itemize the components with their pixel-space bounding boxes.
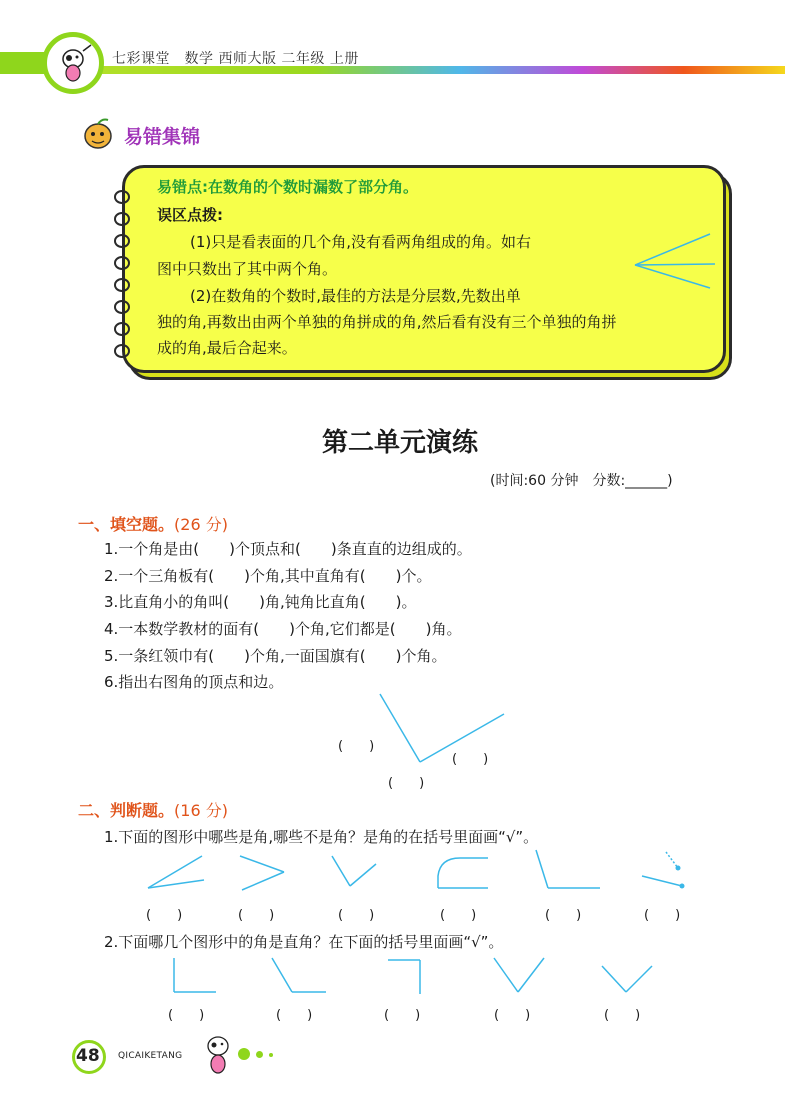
footer-dot-small: [269, 1053, 273, 1057]
shape-angle-1: [146, 852, 206, 892]
right-angle-shape-1: [170, 956, 220, 996]
angle-shape-4: [492, 956, 552, 996]
judge-blank-2[interactable]: ( ): [238, 908, 275, 923]
right-angle-shape-3: [386, 956, 426, 996]
shape-angle-dots: [640, 848, 690, 892]
fill-question-5: 5.一条红领巾有( )个角,一面国旗有( )个角。: [104, 647, 447, 665]
judge-blank-6[interactable]: ( ): [644, 908, 681, 923]
section-title: 易错集锦: [124, 126, 201, 148]
judge-question-1: 1.下面的图形中哪些是角,哪些不是角？是角的在括号里面画“√”。: [104, 828, 539, 846]
error-point: [157, 178, 418, 196]
tip1-line2: 图中只数出了其中两个角。: [157, 260, 338, 278]
header-title: 七彩课堂 数学 西师大版 二年级 上册: [112, 51, 359, 67]
error-point-label: 易错点:: [157, 178, 208, 196]
angle-diagram: [378, 692, 508, 767]
judge-blank-1[interactable]: ( ): [146, 908, 183, 923]
rightangle-blank-4[interactable]: ( ): [494, 1008, 531, 1023]
fill-question-4: 4.一本数学教材的面有( )个角,它们都是( )角。: [104, 620, 462, 638]
fill-question-6: 6.指出右图角的顶点和边。: [104, 673, 284, 691]
tip1-line1: (1)只是看表面的几个角,没有看两角组成的角。如右: [190, 233, 532, 251]
fill-question-2: 2.一个三角板有( )个角,其中直角有( )个。: [104, 567, 432, 585]
rightangle-blank-2[interactable]: ( ): [276, 1008, 313, 1023]
fill-question-3: 3.比直角小的角叫( )角,钝角比直角( )。: [104, 593, 417, 611]
binder-ring: [114, 300, 130, 314]
answer-blank-side2[interactable]: ( ): [452, 752, 489, 767]
tips-label: 误区点拨:: [157, 206, 223, 224]
part2-heading: [78, 798, 228, 821]
footer-brand: QICAIKETANG: [118, 1051, 183, 1061]
page-number: 48: [76, 1046, 100, 1066]
footer-mascot-icon: [200, 1034, 236, 1078]
binder-ring: [114, 322, 130, 336]
rightangle-blank-1[interactable]: ( ): [168, 1008, 205, 1023]
tip2-line3: 成的角,最后合起来。: [157, 339, 297, 357]
binder-ring: [114, 256, 130, 270]
part1-points: (26 分): [174, 515, 228, 534]
shape-bent-line: [534, 848, 604, 892]
rightangle-blank-5[interactable]: ( ): [604, 1008, 641, 1023]
fill-question-1: 1.一个角是由( )个顶点和( )条直直的边组成的。: [104, 540, 472, 558]
judge-blank-3[interactable]: ( ): [338, 908, 375, 923]
angle-shape-5: [600, 962, 660, 1002]
angle-shape-2: [270, 956, 330, 996]
tip2-line2: 独的角,再数出由两个单独的角拼成的角,然后看有没有三个单独的角拼: [157, 313, 617, 331]
mascot-icon: [47, 37, 99, 89]
unit-title: 第二单元演练: [321, 428, 478, 458]
footer-dot-large: [238, 1048, 250, 1060]
judge-blank-4[interactable]: ( ): [440, 908, 477, 923]
judge-question-2: 2.下面哪几个图形中的角是直角？在下面的括号里面画“√”。: [104, 933, 504, 951]
shape-angle-3: [330, 852, 380, 892]
part2-points: (16 分): [174, 801, 228, 820]
judge-blank-5[interactable]: ( ): [545, 908, 582, 923]
shape-curve: [436, 852, 491, 892]
answer-blank-vertex[interactable]: ( ): [388, 776, 425, 791]
binder-ring: [114, 278, 130, 292]
binder-ring: [114, 234, 130, 248]
part2-heading-text: 二、判断题。: [78, 801, 175, 820]
binder-ring: [114, 344, 130, 358]
part1-heading: [78, 512, 228, 535]
binder-ring: [114, 190, 130, 204]
mascot-badge: [42, 32, 104, 94]
error-point-text: 在数角的个数时漏数了部分角。: [208, 178, 419, 196]
time-score-line: (时间:60 分钟 分数:______): [490, 473, 673, 489]
tip2-line1: (2)在数角的个数时,最佳的方法是分层数,先数出单: [190, 287, 521, 305]
footer-dot-medium: [256, 1051, 263, 1058]
binder-ring: [114, 212, 130, 226]
apple-mascot-icon: [78, 118, 118, 152]
multi-angle-figure: [630, 232, 720, 292]
rightangle-blank-3[interactable]: ( ): [384, 1008, 421, 1023]
shape-angle-2: [238, 852, 288, 892]
answer-blank-side1[interactable]: ( ): [338, 739, 375, 754]
part1-heading-text: 一、填空题。: [78, 515, 175, 534]
